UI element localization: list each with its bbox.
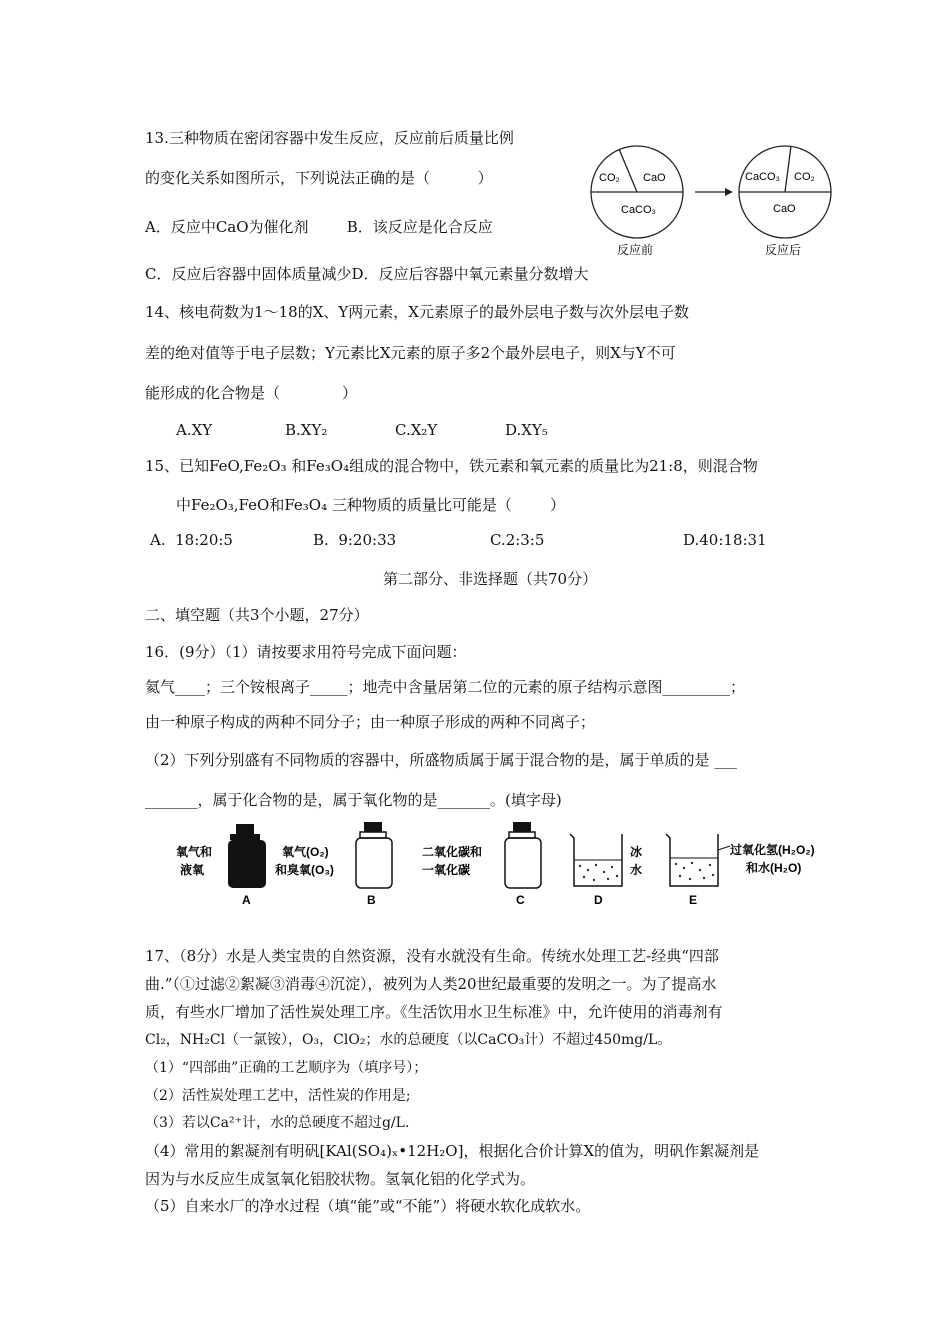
q15-option-d: D.40:18:31 — [683, 531, 767, 549]
q15-option-c: C.2:3:5 — [490, 531, 545, 549]
container-d-letter: D — [594, 893, 603, 907]
q17-line5: （1）“四部曲”正确的工艺顺序为（填序号）； — [145, 1060, 428, 1076]
q15-option-b: B. 9:20:33 — [313, 531, 397, 549]
container-b-label1: 氧气(O₂) — [282, 845, 329, 859]
container-b-label2: 和臭氧(O₃) — [275, 863, 334, 877]
before-caption: 反应前 — [617, 243, 654, 257]
q16-line3: 由一种原子构成的两种不同分子；由一种原子形成的两种不同离子； — [145, 713, 596, 731]
container-d-label2: 水 — [630, 863, 643, 877]
after-cao-label: CaO — [773, 203, 796, 215]
after-co2-label: CO₂ — [794, 171, 815, 183]
section2-heading: 二、填空题（共3个小题，27分） — [145, 606, 369, 624]
container-e-label2: 和水(H₂O) — [746, 861, 802, 875]
q17-line2: 曲.”（①过滤②絮凝③消毒④沉淀），被列为人类20世纪最重要的发明之一。为了提高水 — [145, 975, 717, 993]
q14-option-d: D.XY₅ — [505, 421, 548, 439]
q17-line9: 因为与水反应生成氢氧化铝胶状物。氢氧化铝的化学式为。 — [145, 1170, 536, 1188]
container-a — [176, 824, 266, 907]
container-d — [570, 834, 642, 907]
q13-stem-line2: 的变化关系如图所示，下列说法正确的是（ ） — [145, 169, 493, 187]
container-a-label1: 氧气和 — [176, 845, 213, 859]
container-c — [422, 822, 541, 907]
q17-line3: 质，有些水厂增加了活性炭处理工序。《生活饮用水卫生标准》中，允许使用的消毒剂有 — [145, 1003, 723, 1021]
before-co2-label: CO₂ — [599, 172, 620, 184]
q14-option-b: B.XY₂ — [285, 421, 328, 439]
container-c-label1: 二氧化碳和 — [422, 845, 483, 859]
container-e-letter: E — [689, 893, 698, 907]
q16-line5: _______，属于化合物的是，属于氧化物的是_______。(填字母) — [145, 791, 562, 809]
q13-options-cd: C．反应后容器中固体质量减少D．反应后容器中氧元素量分数增大 — [145, 265, 589, 283]
q17-line6: （2）活性炭处理工艺中，活性炭的作用是; — [145, 1088, 411, 1104]
before-cao-label: CaO — [643, 172, 666, 184]
q16-containers-figure — [170, 820, 850, 910]
q16-line4: （2）下列分别盛有不同物质的容器中，所盛物质属于属于混合物的是，属于单质的是 ___ — [145, 751, 737, 769]
q14-line2: 差的绝对值等于电子层数；Y元素比X元素的原子多2个最外层电子，则X与Y不可 — [145, 344, 676, 362]
container-b — [275, 822, 392, 907]
q15-line2: 中Fe₂O₃,FeO和Fe₃O₄ 三种物质的质量比可能是（ ） — [176, 496, 566, 514]
q13-stem-line1: 13.三种物质在密闭容器中发生反应，反应前后质量比例 — [145, 129, 514, 147]
container-c-label2: 一氧化碳 — [422, 863, 471, 877]
part2-heading: 第二部分、非选择题（共70分） — [383, 570, 598, 588]
q17-line1: 17、（8分）水是人类宝贵的自然资源，没有水就没有生命。传统水处理工艺-经典“四部 — [145, 947, 719, 965]
after-caco3-label: CaCO₃ — [745, 171, 781, 183]
container-a-letter: A — [242, 893, 251, 907]
q17-line4: Cl₂，NH₂Cl（一氯铵），O₃，ClO₂；水的总硬度（以CaCO₃计）不超过450mg/L。 — [145, 1032, 672, 1048]
before-caco3-label: CaCO₃ — [621, 204, 657, 216]
q16-line2: 氦气____；三个铵根离子_____；地壳中含量居第二位的元素的原子结构示意图_________； — [145, 678, 746, 696]
q14-line1: 14、核电荷数为1～18的X、Y两元素，X元素原子的最外层电子数与次外层电子数 — [145, 303, 689, 321]
q17-line7: （3）若以Ca²⁺计，水的总硬度不超过g/L. — [145, 1115, 410, 1131]
q13-pie-figure — [585, 136, 855, 266]
q13-options-ab: A．反应中CaO为催化剂 B．该反应是化合反应 — [145, 218, 493, 236]
after-caption: 反应后 — [765, 243, 802, 257]
q17-line8: （4）常用的絮凝剂有明矾[KAl(SO₄)ₓ•12H₂O]，根据化合价计算X的值为，明矾作絮凝剂是 — [145, 1142, 760, 1160]
container-e — [666, 834, 815, 907]
container-a-label2: 液氧 — [180, 863, 205, 877]
q14-option-a: A.XY — [176, 421, 213, 439]
q15-line1: 15、已知FeO,Fe₂O₃ 和Fe₃O₄组成的混合物中，铁元素和氧元素的质量比为21:8，则混合物 — [145, 457, 758, 475]
container-d-label1: 冰 — [630, 845, 643, 859]
q17-line10: （5）自来水厂的净水过程（填“能”或“不能”）将硬水软化成软水。 — [145, 1197, 591, 1215]
q16-line1: 16．(9分）（1）请按要求用符号完成下面问题： — [145, 643, 467, 661]
container-b-letter: B — [367, 893, 376, 907]
q14-option-c: C.X₂Y — [395, 421, 438, 439]
container-c-letter: C — [516, 893, 525, 907]
container-e-label1: 过氧化氢(H₂O₂) — [730, 843, 815, 857]
q14-line3: 能形成的化合物是（ ） — [145, 384, 357, 402]
q15-option-a: A. 18:20:5 — [150, 531, 233, 549]
